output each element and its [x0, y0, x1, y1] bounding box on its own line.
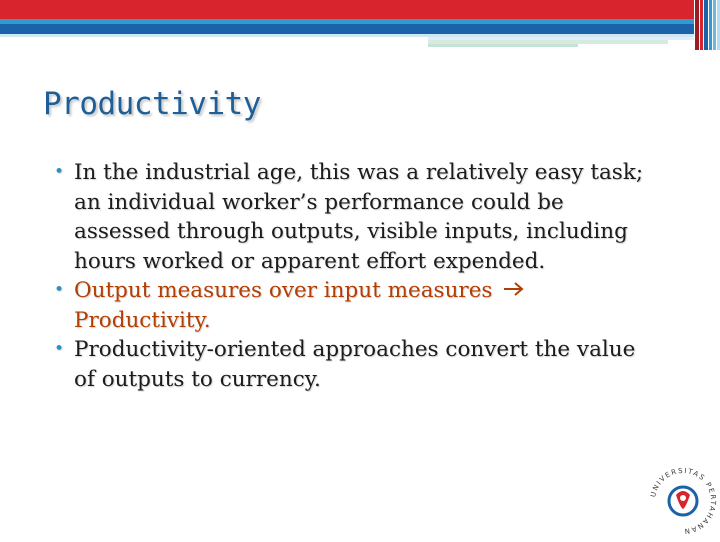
bullet-item — [50, 158, 660, 276]
bullet-list — [50, 158, 660, 394]
header-side-bars — [695, 0, 720, 50]
bullet-marker-icon: • — [54, 339, 65, 360]
seal-ring-text: UNIVERSITAS PERTAHANAN — [649, 466, 718, 536]
slide-title: Productivity — [43, 86, 261, 122]
bullet-text: Output measures over input measures — [74, 278, 493, 303]
header-blue-stripe — [0, 24, 694, 34]
bullet-item — [50, 276, 660, 335]
header-decoration-band — [0, 0, 720, 50]
bullet-item — [50, 335, 660, 394]
bullet-marker-icon: • — [54, 280, 65, 300]
bullet-text: Productivity-oriented approaches convert the value of outputs to currency. — [74, 337, 636, 392]
university-seal-icon — [648, 463, 718, 538]
bullet-marker-icon: • — [54, 162, 65, 182]
header-green-stripe — [428, 44, 578, 47]
header-red-band — [0, 0, 694, 19]
bullet-text: In the industrial age, this was a relatively easy task; an individual worker’s performance could be assessed through outputs, visible inputs, including hours worked or apparent effort expended. — [74, 160, 644, 274]
right-arrow-icon — [503, 276, 525, 306]
bullet-continuation: Productivity. — [74, 307, 211, 333]
